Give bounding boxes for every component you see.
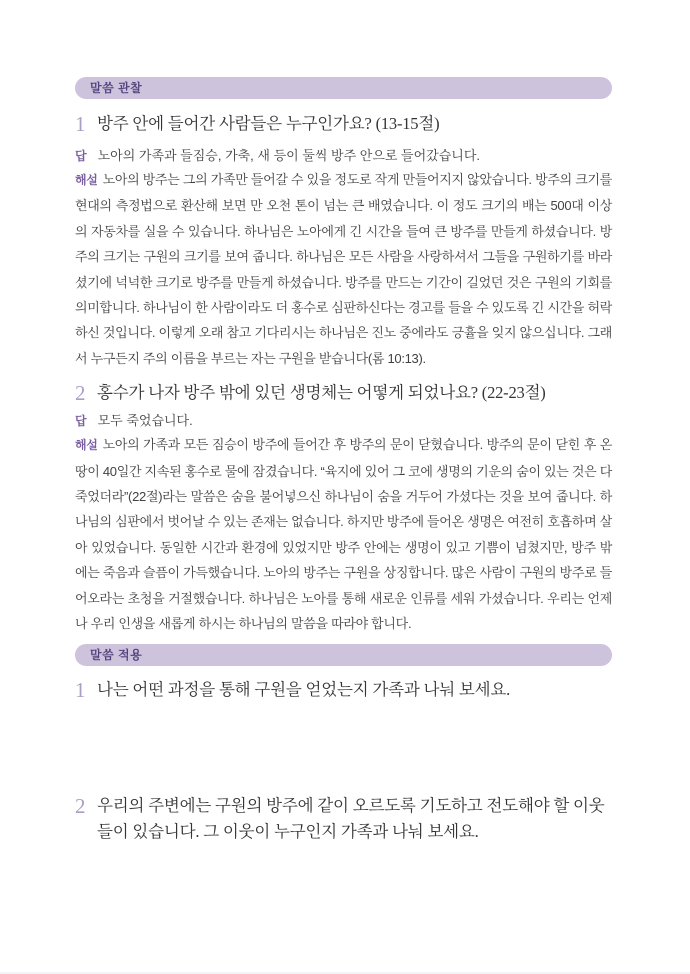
question-number: 2 xyxy=(75,793,86,818)
answer-label: 답 xyxy=(75,149,87,163)
answer-text: 노아의 가족과 들짐승, 가축, 새 등이 둘씩 방주 안으로 들어갔습니다. xyxy=(97,148,481,163)
question-text: 우리의 주변에는 구원의 방주에 같이 오르도록 기도하고 전도해야 할 이웃들이 있습니다. 그 이웃이 누구인지 가족과 나눠 보세요. xyxy=(97,795,605,841)
observation-commentary-1 xyxy=(75,167,612,371)
question-text: 방주 안에 들어간 사람들은 누구인가요? (13-15절) xyxy=(97,114,440,133)
section-badge-application: 말씀 적용 xyxy=(75,644,612,666)
question-text: 나는 어떤 과정을 통해 구원을 얻었는지 가족과 나눠 보세요. xyxy=(97,679,511,699)
commentary-label: 해설 xyxy=(75,173,98,187)
commentary-text: 노아의 가족과 모든 짐승이 방주에 들어간 후 방주의 문이 닫혔습니다. 방주의 문이 닫힌 후 온 땅이 40일간 지속된 홍수로 물에 잠겼습니다. “육지에 있어 그 코에 생명의 기운의 숨이 있는 것은 다 죽었더라”(22절)라는 말씀은 숨을 불어넣으신 하나님이 숨을 거두어 가셨다는 것을 보여 줍니다. 하나님의 심판에서 벗어날 수 있는 존재는 없습니다. 하지만 방주에 들어온 생명은 여전히 호흡하며 살아 있었습니다. 동일한 시간과 환경에 있었지만 방주 안에는 생명이 있고 기쁨이 넘쳤지만, 방주 밖에는 죽음과 슬픔이 가득했습니다. 노아의 방주는 구원을 상징합니다. 많은 사람이 구원의 방주로 들어오라는 초청을 거절했습니다. 하나님은 노아를 통해 새로운 인류를 세워 가셨습니다. 우리는 언제나 우리 인생을 새롭게 하시는 하나님의 말씀을 따라야 합니다. xyxy=(75,437,612,632)
question-text: 홍수가 나자 방주 밖에 있던 생명체는 어떻게 되었나요? (22-23절) xyxy=(97,383,546,403)
answer-label: 답 xyxy=(75,414,87,429)
answer-text: 모두 죽었습니다. xyxy=(97,413,193,429)
observation-answer-2 xyxy=(75,411,612,431)
question-number: 1 xyxy=(75,112,86,136)
observation-question-1 xyxy=(75,111,612,137)
section-badge-observation: 말씀 관찰 xyxy=(75,77,612,99)
observation-answer-1 xyxy=(75,146,612,166)
commentary-label: 해설 xyxy=(75,438,98,453)
question-number: 2 xyxy=(75,381,86,406)
application-question-2 xyxy=(75,793,612,845)
observation-commentary-2 xyxy=(75,432,612,636)
observation-question-2 xyxy=(75,380,612,406)
commentary-text: 노아의 방주는 그의 가족만 들어갈 수 있을 정도로 작게 만들어지지 않았습니다. 방주의 크기를 현대의 측정법으로 환산해 보면 만 오천 톤이 넘는 큰 배였습니다. 이 정도 크기의 배는 500대 이상의 자동차를 실을 수 있습니다. 하나님은 노아에게 긴 시간을 들여 큰 방주를 만들게 하셨습니다. 방주의 크기는 구원의 크기를 보여 줍니다. 하나님은 모든 사람을 사랑하셔서 그들을 구원하기를 바라셨기에 넉넉한 크기로 방주를 만들게 하셨습니다. 방주를 만드는 기간이 길었던 것은 구원의 기회를 의미합니다. 하나님이 한 사람이라도 더 홍수로 심판하신다는 경고를 들을 수 있도록 긴 시간을 허락하신 것입니다. 이렇게 오래 참고 기다리시는 하나님은 진노 중에라도 긍휼을 잊지 않으십니다. 그래서 누구든지 주의 이름을 부르는 자는 구원을 받습니다(롬 10:13). xyxy=(75,172,612,366)
question-number: 1 xyxy=(75,677,86,702)
application-question-1 xyxy=(75,677,612,703)
